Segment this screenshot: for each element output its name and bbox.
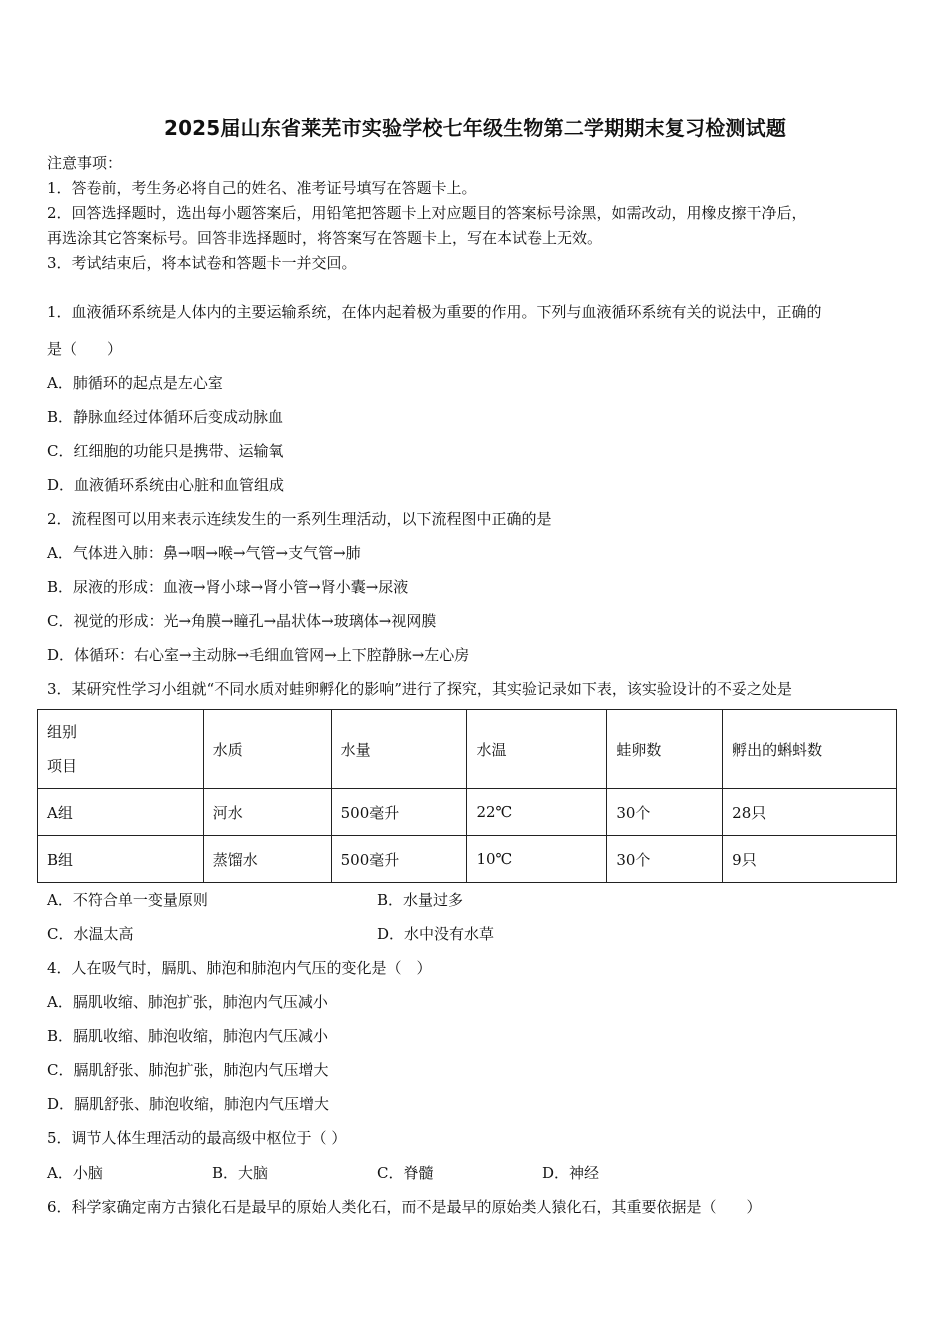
question-3-stem: 3．某研究性学习小组就“不同水质对蛙卵孵化的影响”进行了探究，其实验记录如下表，该实验设计的不妥之处是 — [47, 680, 792, 698]
q3-option-a: A．不符合单一变量原则 — [47, 891, 208, 909]
q3-option-d: D．水中没有水草 — [377, 925, 495, 943]
notice-item: 再选涂其它答案标号。回答非选择题时，将答案写在答题卡上，写在本试卷上无效。 — [47, 229, 603, 247]
table-row — [38, 836, 897, 883]
q5-option-d: D．神经 — [542, 1164, 600, 1182]
table-header-cell: 水温 — [467, 710, 607, 789]
question-6-stem: 6．科学家确定南方古猿化石是最早的原始人类化石，而不是最早的原始类人猿化石，其重要依据是（ ） — [47, 1198, 762, 1216]
table-cell: B组 — [38, 836, 204, 883]
table-cell: 30个 — [607, 836, 723, 883]
notice-item: 3．考试结束后，将本试卷和答题卡一并交回。 — [47, 254, 357, 272]
q2-option-c: C．视觉的形成：光→角膜→瞳孔→晶状体→玻璃体→视网膜 — [47, 612, 437, 630]
question-1-stem: 1．血液循环系统是人体内的主要运输系统，在体内起着极为重要的作用。下列与血液循环系统有关的说法中，正确的 — [47, 303, 822, 321]
question-4-stem: 4．人在吸气时，膈肌、肺泡和肺泡内气压的变化是（ ） — [47, 959, 432, 977]
q5-option-a: A．小脑 — [47, 1164, 103, 1182]
table-cell: 30个 — [607, 789, 723, 836]
table-header-cell — [38, 710, 204, 789]
q2-option-b: B．尿液的形成：血液→肾小球→肾小管→肾小囊→尿液 — [47, 578, 409, 596]
table-header-cell: 水质 — [203, 710, 331, 789]
table-row — [38, 789, 897, 836]
q1-option-b: B．静脉血经过体循环后变成动脉血 — [47, 408, 284, 426]
q3-option-c: C．水温太高 — [47, 925, 134, 943]
table-header-row — [38, 710, 897, 789]
q4-option-d: D．膈肌舒张、肺泡收缩，肺泡内气压增大 — [47, 1095, 330, 1113]
q3-option-b: B．水量过多 — [377, 891, 464, 909]
table-cell: 蒸馏水 — [203, 836, 331, 883]
table-header-cell: 水量 — [331, 710, 467, 789]
table-cell: 22℃ — [467, 789, 607, 836]
table-cell: A组 — [38, 789, 204, 836]
q2-option-a: A．气体进入肺：鼻→咽→喉→气管→支气管→肺 — [47, 544, 361, 562]
notice-heading: 注意事项： — [47, 154, 123, 172]
table-cell: 500毫升 — [331, 836, 467, 883]
q2-option-d: D．体循环：右心室→主动脉→毛细血管网→上下腔静脉→左心房 — [47, 646, 470, 664]
q1-option-a: A．肺循环的起点是左心室 — [47, 374, 223, 392]
table-header-cell: 孵出的蝌蚪数 — [723, 710, 897, 789]
table-cell: 河水 — [203, 789, 331, 836]
notice-item: 1．答卷前，考生务必将自己的姓名、准考证号填写在答题卡上。 — [47, 179, 477, 197]
q1-option-d: D．血液循环系统由心脏和血管组成 — [47, 476, 285, 494]
question-1-stem-cont: 是（ ） — [47, 340, 123, 358]
header-item-label: 项目 — [47, 757, 78, 775]
table-cell: 500毫升 — [331, 789, 467, 836]
question-2-stem: 2．流程图可以用来表示连续发生的一系列生理活动，以下流程图中正确的是 — [47, 510, 552, 528]
exam-title: 2025届山东省莱芜市实验学校七年级生物第二学期期末复习检测试题 — [163, 116, 787, 140]
q5-option-c: C．脊髓 — [377, 1164, 434, 1182]
q4-option-a: A．膈肌收缩、肺泡扩张，肺泡内气压减小 — [47, 993, 328, 1011]
header-group-label: 组别 — [47, 723, 78, 741]
q4-option-b: B．膈肌收缩、肺泡收缩，肺泡内气压减小 — [47, 1027, 329, 1045]
question-5-stem: 5．调节人体生理活动的最高级中枢位于（ ） — [47, 1129, 347, 1147]
table-header-cell: 蛙卵数 — [607, 710, 723, 789]
table-cell: 10℃ — [467, 836, 607, 883]
notice-item: 2．回答选择题时，选出每小题答案后，用铅笔把答题卡上对应题目的答案标号涂黑，如需改动，用橡皮擦干净后， — [47, 204, 807, 222]
q1-option-c: C．红细胞的功能只是携带、运输氧 — [47, 442, 284, 460]
experiment-table — [37, 709, 897, 883]
q5-option-b: B．大脑 — [212, 1164, 269, 1182]
table-cell: 28只 — [723, 789, 897, 836]
table-cell: 9只 — [723, 836, 897, 883]
q4-option-c: C．膈肌舒张、肺泡扩张，肺泡内气压增大 — [47, 1061, 329, 1079]
